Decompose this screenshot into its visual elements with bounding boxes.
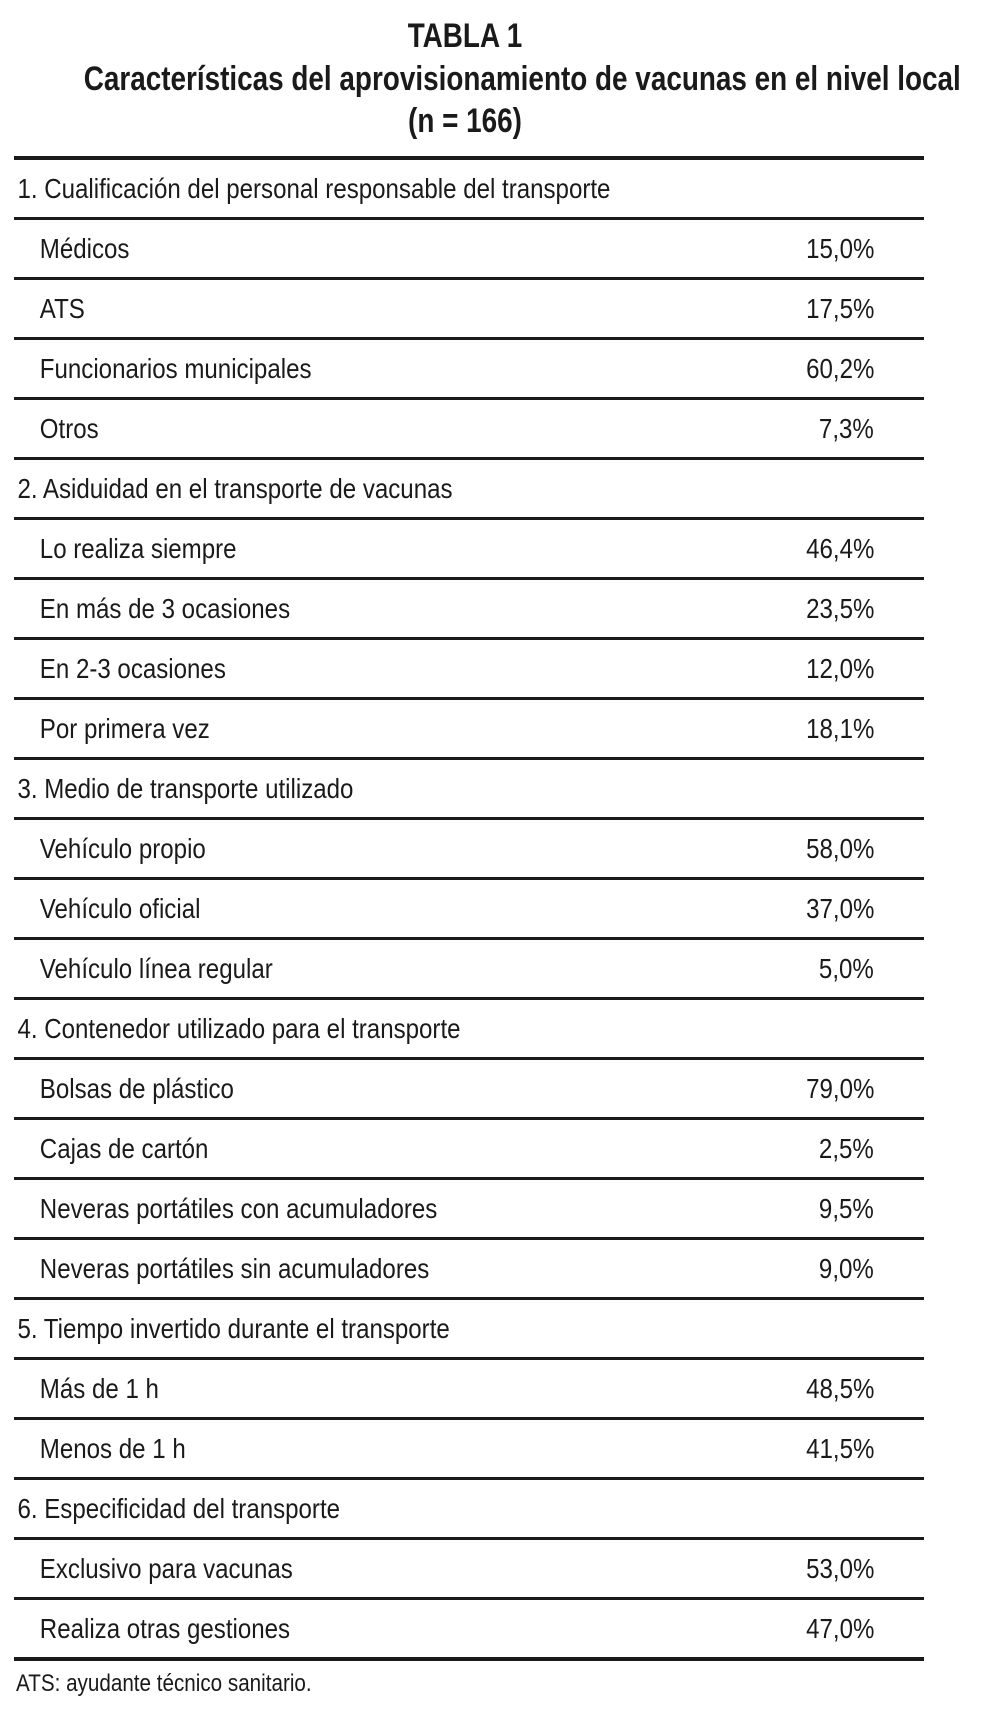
row-value: 48,5% bbox=[805, 1372, 874, 1404]
row-value: 7,3% bbox=[819, 412, 874, 444]
table-row bbox=[14, 1060, 924, 1120]
table-row bbox=[14, 520, 924, 580]
row-value: 53,0% bbox=[805, 1552, 874, 1584]
row-label: Exclusivo para vacunas bbox=[39, 1552, 293, 1584]
section-header-row bbox=[14, 1480, 924, 1540]
section-title: 3. Medio de transporte utilizado bbox=[17, 772, 354, 804]
data-table bbox=[14, 156, 924, 1661]
row-label: Por primera vez bbox=[39, 712, 210, 744]
section-header-row bbox=[14, 460, 924, 520]
row-label: Vehículo línea regular bbox=[39, 952, 273, 984]
section-header-row bbox=[14, 760, 924, 820]
row-value: 17,5% bbox=[805, 292, 874, 324]
row-label: Menos de 1 h bbox=[39, 1432, 186, 1464]
row-value: 41,5% bbox=[805, 1432, 874, 1464]
section-header-row bbox=[14, 160, 924, 220]
row-label: Vehículo oficial bbox=[39, 892, 201, 924]
row-label: Vehículo propio bbox=[39, 832, 206, 864]
table-sample-size: (n = 166) bbox=[408, 102, 522, 140]
row-value: 37,0% bbox=[805, 892, 874, 924]
row-label: Médicos bbox=[39, 232, 130, 264]
row-value: 15,0% bbox=[805, 232, 874, 264]
row-label: Realiza otras gestiones bbox=[39, 1612, 291, 1644]
table-row bbox=[14, 280, 924, 340]
table-row bbox=[14, 1240, 924, 1300]
row-label: Lo realiza siempre bbox=[39, 532, 237, 564]
table-label: TABLA 1 bbox=[407, 17, 523, 55]
row-label: Otros bbox=[39, 412, 99, 444]
row-value: 9,0% bbox=[819, 1252, 874, 1284]
row-value: 23,5% bbox=[805, 592, 874, 624]
section-header-row bbox=[14, 1000, 924, 1060]
table-row bbox=[14, 1600, 924, 1661]
table-row bbox=[14, 1540, 924, 1600]
table-row bbox=[14, 1180, 924, 1240]
row-label: Neveras portátiles sin acumuladores bbox=[39, 1252, 430, 1284]
table-row bbox=[14, 640, 924, 700]
table-row bbox=[14, 1360, 924, 1420]
table-row bbox=[14, 1420, 924, 1480]
table-row bbox=[14, 1120, 924, 1180]
row-label: Bolsas de plástico bbox=[39, 1072, 234, 1104]
table-row bbox=[14, 880, 924, 940]
row-value: 47,0% bbox=[805, 1612, 874, 1644]
row-value: 5,0% bbox=[819, 952, 874, 984]
table-row bbox=[14, 700, 924, 760]
table-heading bbox=[0, 0, 961, 142]
row-value: 60,2% bbox=[805, 352, 874, 384]
section-title: 1. Cualificación del personal responsable del transporte bbox=[17, 172, 611, 204]
row-label: En 2-3 ocasiones bbox=[39, 652, 226, 684]
row-value: 46,4% bbox=[805, 532, 874, 564]
row-label: Funcionarios municipales bbox=[39, 352, 312, 384]
section-header-row bbox=[14, 1300, 924, 1360]
section-title: 2. Asiduidad en el transporte de vacunas bbox=[17, 472, 453, 504]
table-row bbox=[14, 940, 924, 1000]
section-title: 6. Especificidad del transporte bbox=[17, 1492, 341, 1524]
table-row bbox=[14, 820, 924, 880]
table-row bbox=[14, 580, 924, 640]
row-value: 2,5% bbox=[819, 1132, 874, 1164]
row-value: 9,5% bbox=[819, 1192, 874, 1224]
row-value: 12,0% bbox=[805, 652, 874, 684]
table-row bbox=[14, 340, 924, 400]
row-label: ATS bbox=[39, 292, 85, 324]
table-title: Características del aprovisionamiento de vacunas en el nivel local bbox=[83, 60, 961, 98]
row-value: 58,0% bbox=[805, 832, 874, 864]
table-row bbox=[14, 400, 924, 460]
table-row bbox=[14, 220, 924, 280]
row-label: Cajas de cartón bbox=[39, 1132, 209, 1164]
section-title: 5. Tiempo invertido durante el transporte bbox=[17, 1312, 450, 1344]
table-footnote: ATS: ayudante técnico sanitario. bbox=[16, 1670, 312, 1697]
row-value: 79,0% bbox=[805, 1072, 874, 1104]
row-value: 18,1% bbox=[805, 712, 874, 744]
section-title: 4. Contenedor utilizado para el transporte bbox=[17, 1012, 461, 1044]
row-label: En más de 3 ocasiones bbox=[39, 592, 291, 624]
row-label: Neveras portátiles con acumuladores bbox=[39, 1192, 438, 1224]
row-label: Más de 1 h bbox=[39, 1372, 159, 1404]
